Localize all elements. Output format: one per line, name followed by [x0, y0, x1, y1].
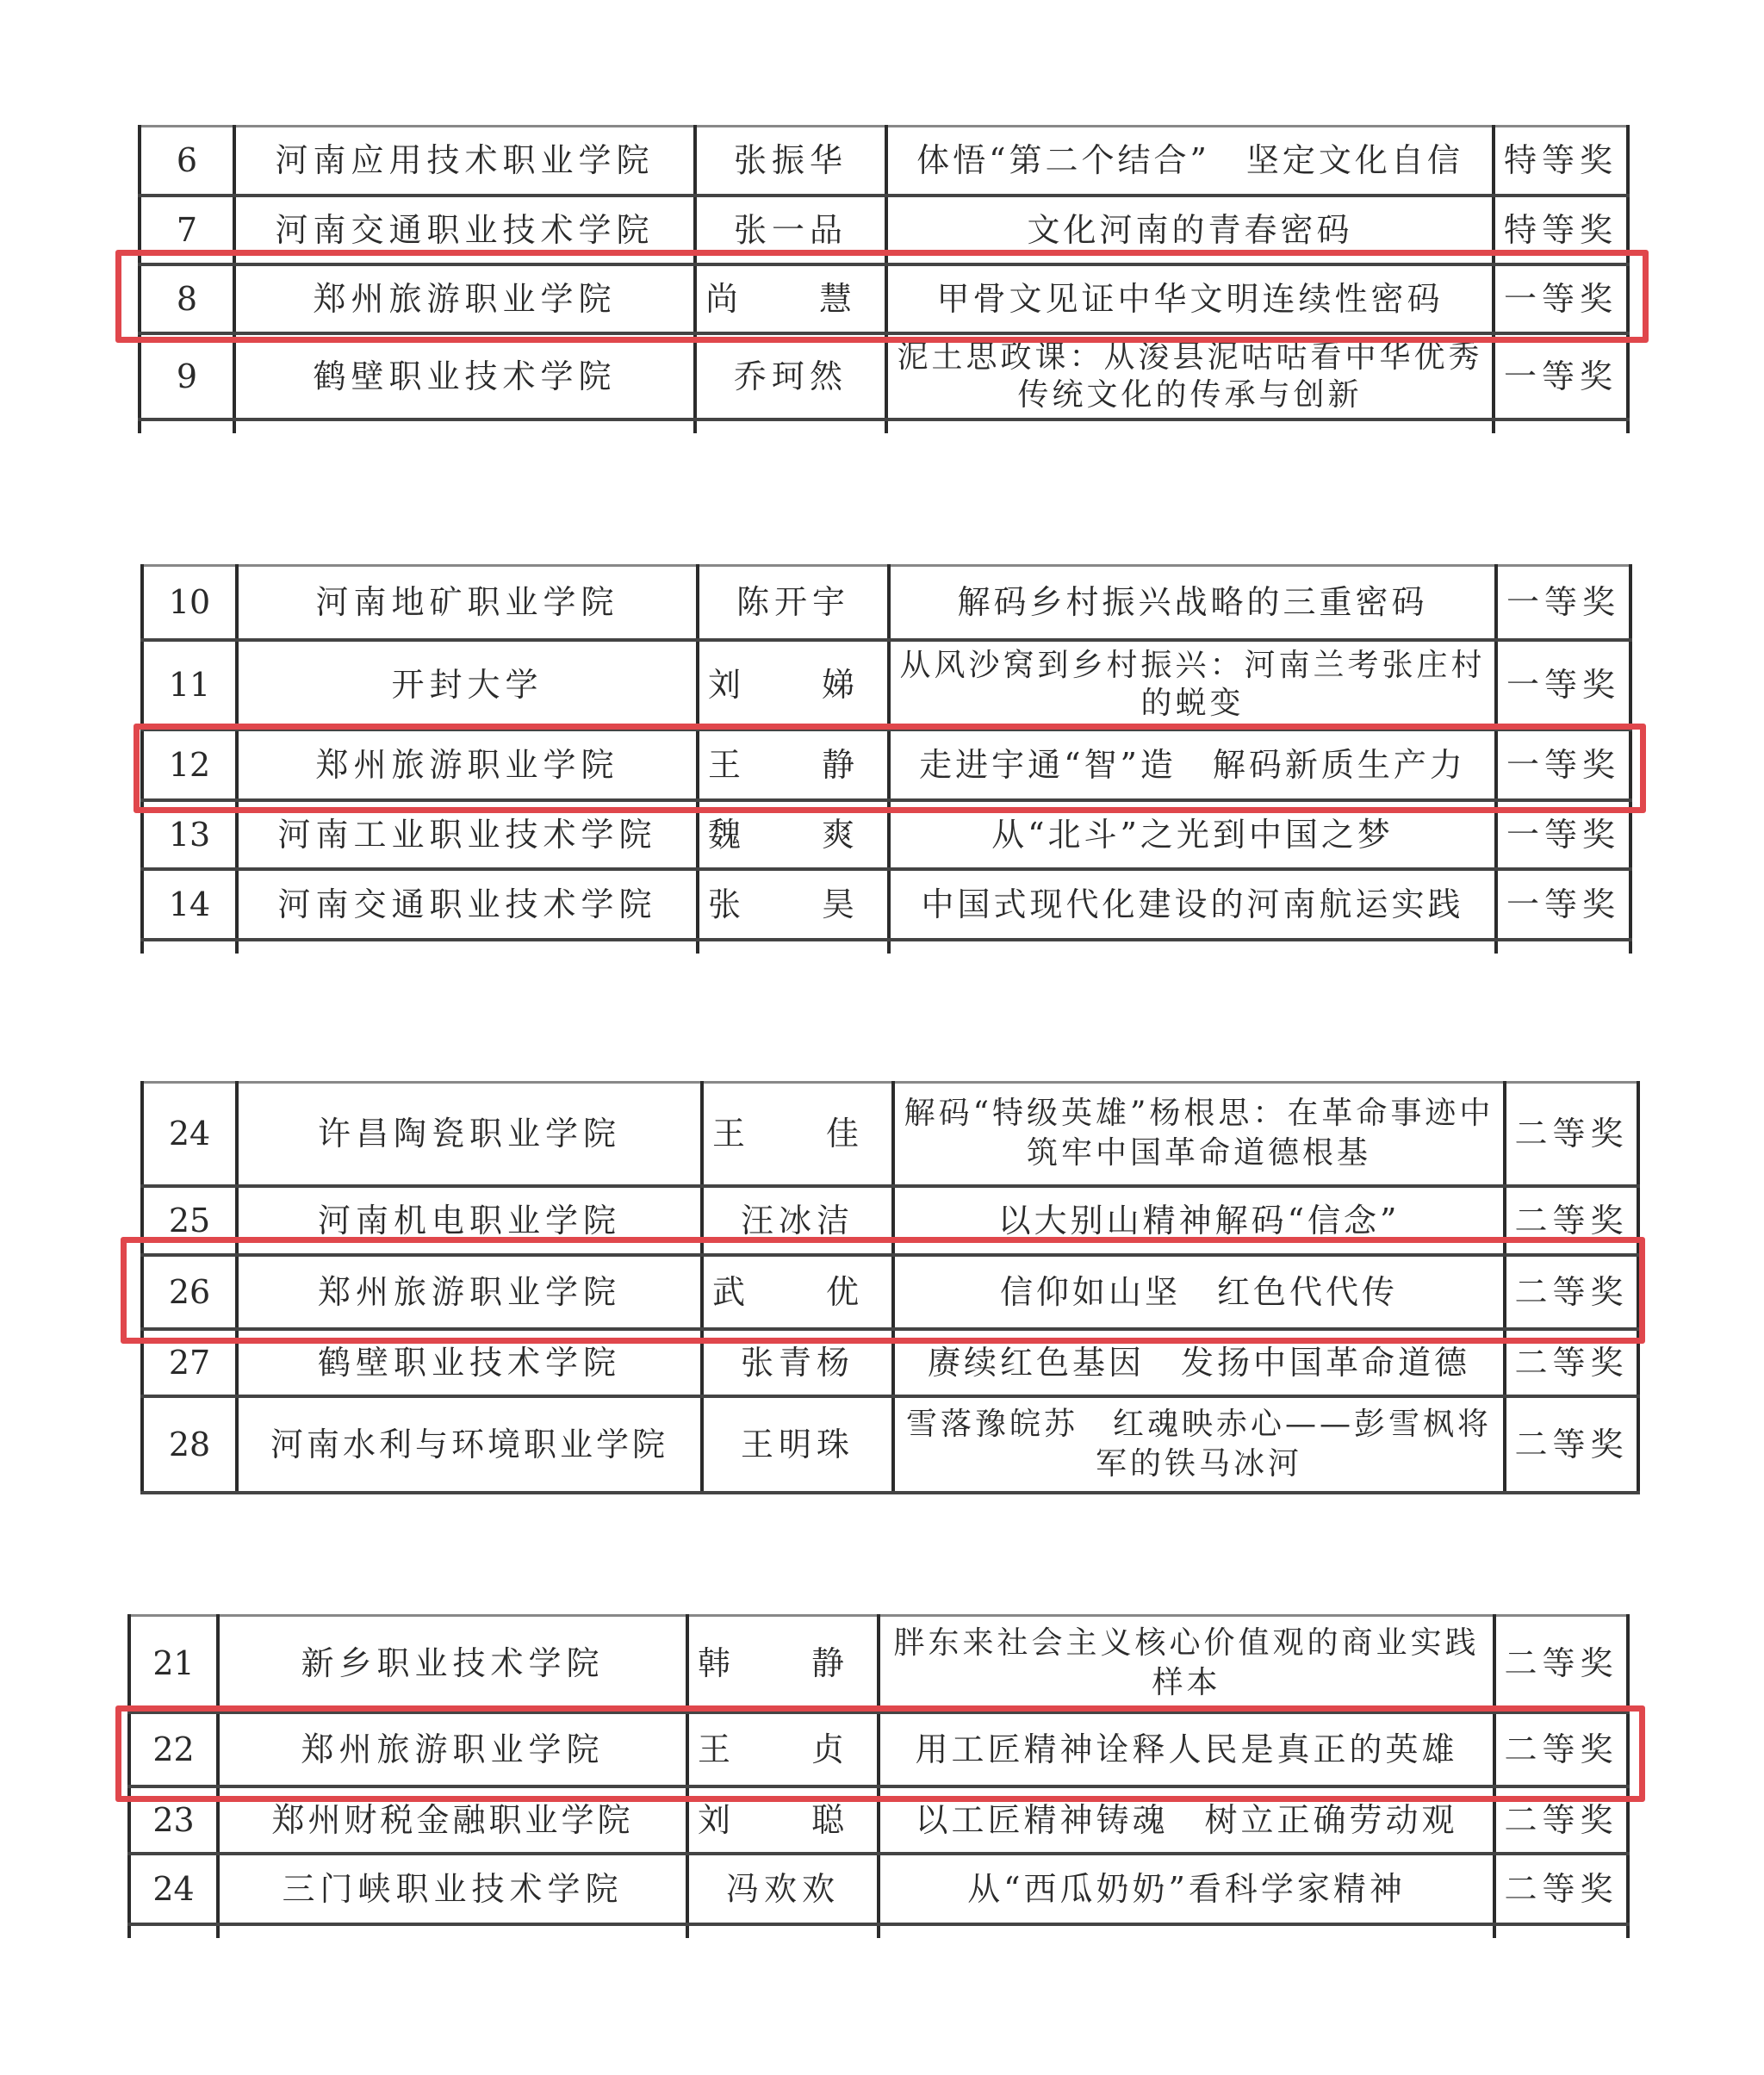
row-number: 9 — [140, 333, 234, 419]
award-cell: 二等奖 — [1494, 1786, 1628, 1854]
table-row — [142, 640, 1630, 730]
award-table — [140, 564, 1632, 954]
work-title-cell: 信仰如山坚 红色代代传 — [893, 1255, 1505, 1329]
row-number: 24 — [142, 1083, 237, 1186]
person-name-cell: 乔珂然 — [695, 333, 886, 419]
work-title-cell: 走进宇通“智”造 解码新质生产力 — [889, 730, 1496, 800]
award-cell: 特等奖 — [1494, 196, 1628, 264]
work-title-cell: 用工匠精神诠释人民是真正的英雄 — [879, 1712, 1494, 1786]
school-cell: 许昌陶瓷职业学院 — [237, 1083, 702, 1186]
row-number: 21 — [129, 1616, 218, 1712]
person-name-cell: 陈开宇 — [698, 566, 889, 640]
award-cell: 一等奖 — [1494, 264, 1628, 333]
school-cell: 河南地矿职业学院 — [237, 566, 698, 640]
work-title-cell: 胖东来社会主义核心价值观的商业实践样本 — [879, 1616, 1494, 1712]
person-name-cell: 韩 静 — [687, 1616, 879, 1712]
school-cell: 郑州旅游职业学院 — [218, 1712, 687, 1786]
school-cell: 河南应用技术职业学院 — [234, 127, 695, 196]
award-cell: 一等奖 — [1496, 800, 1630, 869]
award-table — [138, 125, 1630, 433]
person-name-cell: 刘 聪 — [687, 1786, 879, 1854]
school-cell: 新乡职业技术学院 — [218, 1616, 687, 1712]
table-row — [142, 800, 1630, 869]
person-name-cell: 刘 娣 — [698, 640, 889, 730]
school-cell: 郑州财税金融职业学院 — [218, 1786, 687, 1854]
table-row-highlighted — [142, 1255, 1638, 1329]
table-row — [129, 1616, 1628, 1712]
award-table-block-1 — [138, 125, 1626, 433]
table-row-cut — [140, 419, 1628, 433]
award-cell: 二等奖 — [1505, 1329, 1638, 1396]
work-title-cell: 中国式现代化建设的河南航运实践 — [889, 869, 1496, 940]
table-row-highlighted — [140, 264, 1628, 333]
row-number: 25 — [142, 1186, 237, 1255]
work-title-cell: 雪落豫皖苏 红魂映赤心——彭雪枫将军的铁马冰河 — [893, 1396, 1505, 1493]
row-number: 8 — [140, 264, 234, 333]
person-name-cell: 王 贞 — [687, 1712, 879, 1786]
table-row — [140, 196, 1628, 264]
row-number: 14 — [142, 869, 237, 940]
work-title-cell: 解码“特级英雄”杨根思：在革命事迹中筑牢中国革命道德根基 — [893, 1083, 1505, 1186]
school-cell: 三门峡职业技术学院 — [218, 1854, 687, 1924]
person-name-cell: 王明珠 — [702, 1396, 893, 1493]
person-name-cell: 张一品 — [695, 196, 886, 264]
award-cell: 一等奖 — [1496, 730, 1630, 800]
table-row — [142, 1083, 1638, 1186]
person-name-cell: 冯欢欢 — [687, 1854, 879, 1924]
row-number: 28 — [142, 1396, 237, 1493]
person-name-cell: 汪冰洁 — [702, 1186, 893, 1255]
row-number: 7 — [140, 196, 234, 264]
school-cell: 河南工业职业技术学院 — [237, 800, 698, 869]
award-cell: 一等奖 — [1496, 640, 1630, 730]
table-row — [142, 1396, 1638, 1493]
school-cell: 鹤壁职业技术学院 — [234, 333, 695, 419]
row-number: 27 — [142, 1329, 237, 1396]
award-cell: 二等奖 — [1494, 1616, 1628, 1712]
work-title-cell: 体悟“第二个结合” 坚定文化自信 — [886, 127, 1494, 196]
table-row — [129, 1786, 1628, 1854]
work-title-cell: 从“北斗”之光到中国之梦 — [889, 800, 1496, 869]
person-name-cell: 魏 爽 — [698, 800, 889, 869]
work-title-cell: 泥土思政课：从浚县泥咕咕看中华优秀传统文化的传承与创新 — [886, 333, 1494, 419]
table-row — [142, 869, 1630, 940]
work-title-cell: 从风沙窝到乡村振兴：河南兰考张庄村的蜕变 — [889, 640, 1496, 730]
award-table-block-4 — [127, 1614, 1626, 1938]
row-number: 6 — [140, 127, 234, 196]
work-title-cell: 赓续红色基因 发扬中国革命道德 — [893, 1329, 1505, 1396]
person-name-cell: 张振华 — [695, 127, 886, 196]
row-number: 23 — [129, 1786, 218, 1854]
row-number: 26 — [142, 1255, 237, 1329]
person-name-cell: 武 优 — [702, 1255, 893, 1329]
school-cell: 开封大学 — [237, 640, 698, 730]
award-table — [140, 1081, 1640, 1494]
award-table — [127, 1614, 1630, 1938]
table-row-cut — [129, 1924, 1628, 1938]
work-title-cell: 甲骨文见证中华文明连续性密码 — [886, 264, 1494, 333]
table-row-highlighted — [142, 730, 1630, 800]
award-cell: 二等奖 — [1505, 1186, 1638, 1255]
row-number: 22 — [129, 1712, 218, 1786]
row-number: 10 — [142, 566, 237, 640]
row-number: 13 — [142, 800, 237, 869]
award-cell: 特等奖 — [1494, 127, 1628, 196]
table-row — [140, 333, 1628, 419]
school-cell: 河南水利与环境职业学院 — [237, 1396, 702, 1493]
person-name-cell: 王 静 — [698, 730, 889, 800]
award-cell: 一等奖 — [1494, 333, 1628, 419]
person-name-cell: 张 昊 — [698, 869, 889, 940]
school-cell: 河南机电职业学院 — [237, 1186, 702, 1255]
table-row — [142, 1186, 1638, 1255]
table-row — [129, 1854, 1628, 1924]
work-title-cell: 以工匠精神铸魂 树立正确劳动观 — [879, 1786, 1494, 1854]
row-number: 24 — [129, 1854, 218, 1924]
award-cell: 一等奖 — [1496, 869, 1630, 940]
award-table-block-3 — [140, 1081, 1637, 1494]
table-row-cut — [142, 940, 1630, 954]
award-cell: 二等奖 — [1505, 1396, 1638, 1493]
table-row — [140, 127, 1628, 196]
award-cell: 二等奖 — [1505, 1255, 1638, 1329]
school-cell: 郑州旅游职业学院 — [237, 1255, 702, 1329]
award-table-block-2 — [140, 564, 1629, 954]
school-cell: 郑州旅游职业学院 — [237, 730, 698, 800]
work-title-cell: 解码乡村振兴战略的三重密码 — [889, 566, 1496, 640]
row-number: 11 — [142, 640, 237, 730]
table-row-highlighted — [129, 1712, 1628, 1786]
award-cell: 二等奖 — [1494, 1712, 1628, 1786]
person-name-cell: 尚 慧 — [695, 264, 886, 333]
award-cell: 一等奖 — [1496, 566, 1630, 640]
table-row — [142, 566, 1630, 640]
school-cell: 鹤壁职业技术学院 — [237, 1329, 702, 1396]
work-title-cell: 从“西瓜奶奶”看科学家精神 — [879, 1854, 1494, 1924]
award-cell: 二等奖 — [1505, 1083, 1638, 1186]
work-title-cell: 以大别山精神解码“信念” — [893, 1186, 1505, 1255]
person-name-cell: 王 佳 — [702, 1083, 893, 1186]
work-title-cell: 文化河南的青春密码 — [886, 196, 1494, 264]
person-name-cell: 张青杨 — [702, 1329, 893, 1396]
school-cell: 郑州旅游职业学院 — [234, 264, 695, 333]
school-cell: 河南交通职业技术学院 — [237, 869, 698, 940]
award-cell: 二等奖 — [1494, 1854, 1628, 1924]
row-number: 12 — [142, 730, 237, 800]
school-cell: 河南交通职业技术学院 — [234, 196, 695, 264]
table-row — [142, 1329, 1638, 1396]
